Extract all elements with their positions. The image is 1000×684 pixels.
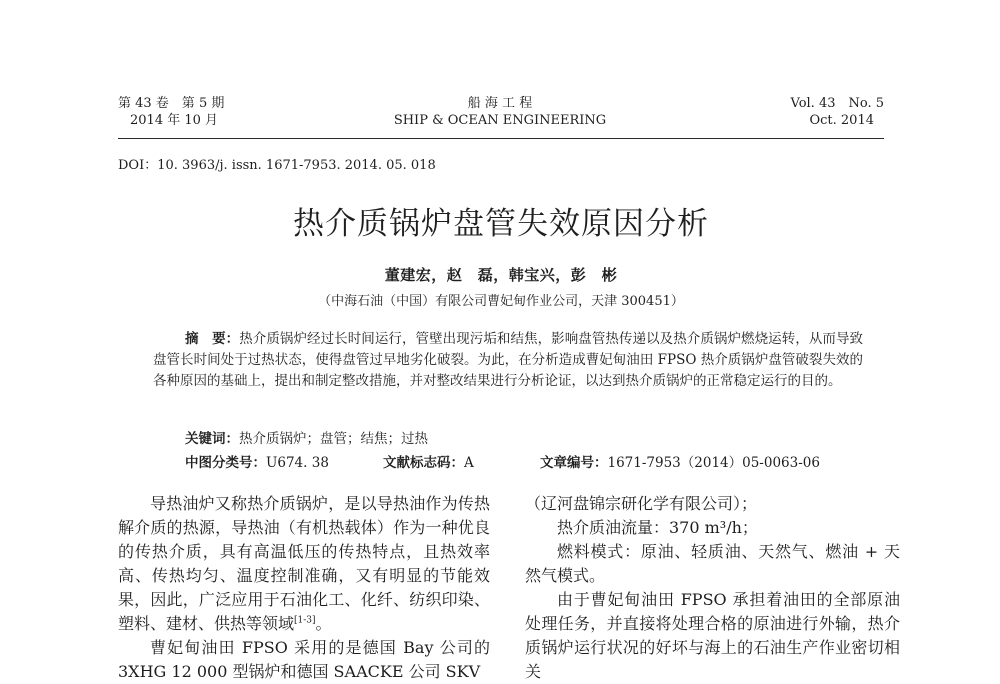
paper-title: 热介质锅炉盘管失效原因分析 — [293, 206, 709, 242]
clc-code — [185, 451, 329, 471]
doi: DOI：10. 3963/j. issn. 1671-7953. 2014. 05. 018 — [118, 158, 436, 173]
journal-name — [380, 95, 620, 129]
body-line: 燃料模式：原油、轻质油、天然气、燃油 + 天然气模式。 — [525, 542, 900, 585]
body-column-left — [118, 492, 490, 684]
abstract — [153, 329, 863, 392]
journal-name-cn: 船 海 工 程 — [467, 96, 533, 111]
article-value: 1671-7953（2014）05-0063-06 — [607, 455, 820, 471]
body-paragraph: 曹妃甸油田 FPSO 采用的是德国 Bay 公司的 3XHG 12 000 型锅炉和德国 SAACKE 公司 SKV — [118, 638, 490, 681]
paragraph-text: 导热油炉又称热介质锅炉，是以导热油作为传热解介质的热源，导热油（有机热载体）作为一种优良的传热介质，具有高温低压的传热特点，且热效率高、传热均匀、温度控制准确，又有明显的节能效果，因此，广泛应用于石油化工、化纤、纺织印染、塑料、建材、供热等领域 — [118, 494, 490, 633]
body-line: （辽河盘锦宗研化学有限公司）； — [525, 494, 758, 513]
article-label: 文章编号： — [540, 455, 608, 471]
journal-name-en: SHIP & OCEAN ENGINEERING — [393, 113, 607, 128]
journal-volume-issue — [118, 95, 224, 129]
article-number — [540, 451, 820, 471]
body-paragraph: 由于曹妃甸油田 FPSO 承担着油田的全部原油处理任务，并直接将处理合格的原油进行外输，热介质锅炉运行状况的好坏与海上的石油生产作业密切相关 — [525, 590, 900, 681]
volume-issue-line: 第 43 卷 第 5 期 — [118, 96, 225, 111]
date-en: Oct. 2014 — [809, 113, 874, 128]
doc-code — [383, 451, 474, 471]
doc-label: 文献标志码： — [383, 455, 464, 471]
body-line: 热介质油流量：370 m³/h； — [557, 518, 758, 537]
doc-value: A — [464, 455, 474, 471]
volume-no-en: Vol. 43 No. 5 — [790, 96, 884, 111]
keywords-text: 热介质锅炉；盘管；结焦；过热 — [239, 431, 428, 447]
keywords-label: 关键词： — [185, 431, 239, 447]
clc-value: U674. 38 — [266, 455, 329, 471]
citation-ref: [1-3] — [294, 615, 316, 626]
journal-volume-en — [760, 95, 884, 129]
abstract-text: 热介质锅炉经过长时间运行，管壁出现污垢和结焦，影响盘管热传递以及热介质锅炉燃烧运转，从而导致盘管长时间处于过热状态，使得盘管过早地劣化破裂。为此，在分析造成曹妃甸油田 FPSO 热介质锅炉盘管破裂失效的各种原因的基础上，提出和制定整改措施，并对整改结果进行分析论证，以达到热介质锅炉的正常稳定运行的目的。 — [153, 331, 864, 389]
affiliation: （中海石油（中国）有限公司曹妃甸作业公司，天津 300451） — [318, 294, 684, 309]
keywords — [185, 427, 428, 447]
header-rule — [118, 138, 884, 139]
abstract-label: 摘 要： — [185, 331, 240, 347]
body-column-right — [525, 492, 900, 684]
paragraph-end: 。 — [315, 614, 332, 633]
publication-date: 2014 年 10 月 — [130, 113, 219, 128]
body-paragraph — [118, 492, 490, 636]
clc-label: 中图分类号： — [185, 455, 266, 471]
authors: 董建宏，赵 磊，韩宝兴，彭 彬 — [384, 266, 618, 284]
